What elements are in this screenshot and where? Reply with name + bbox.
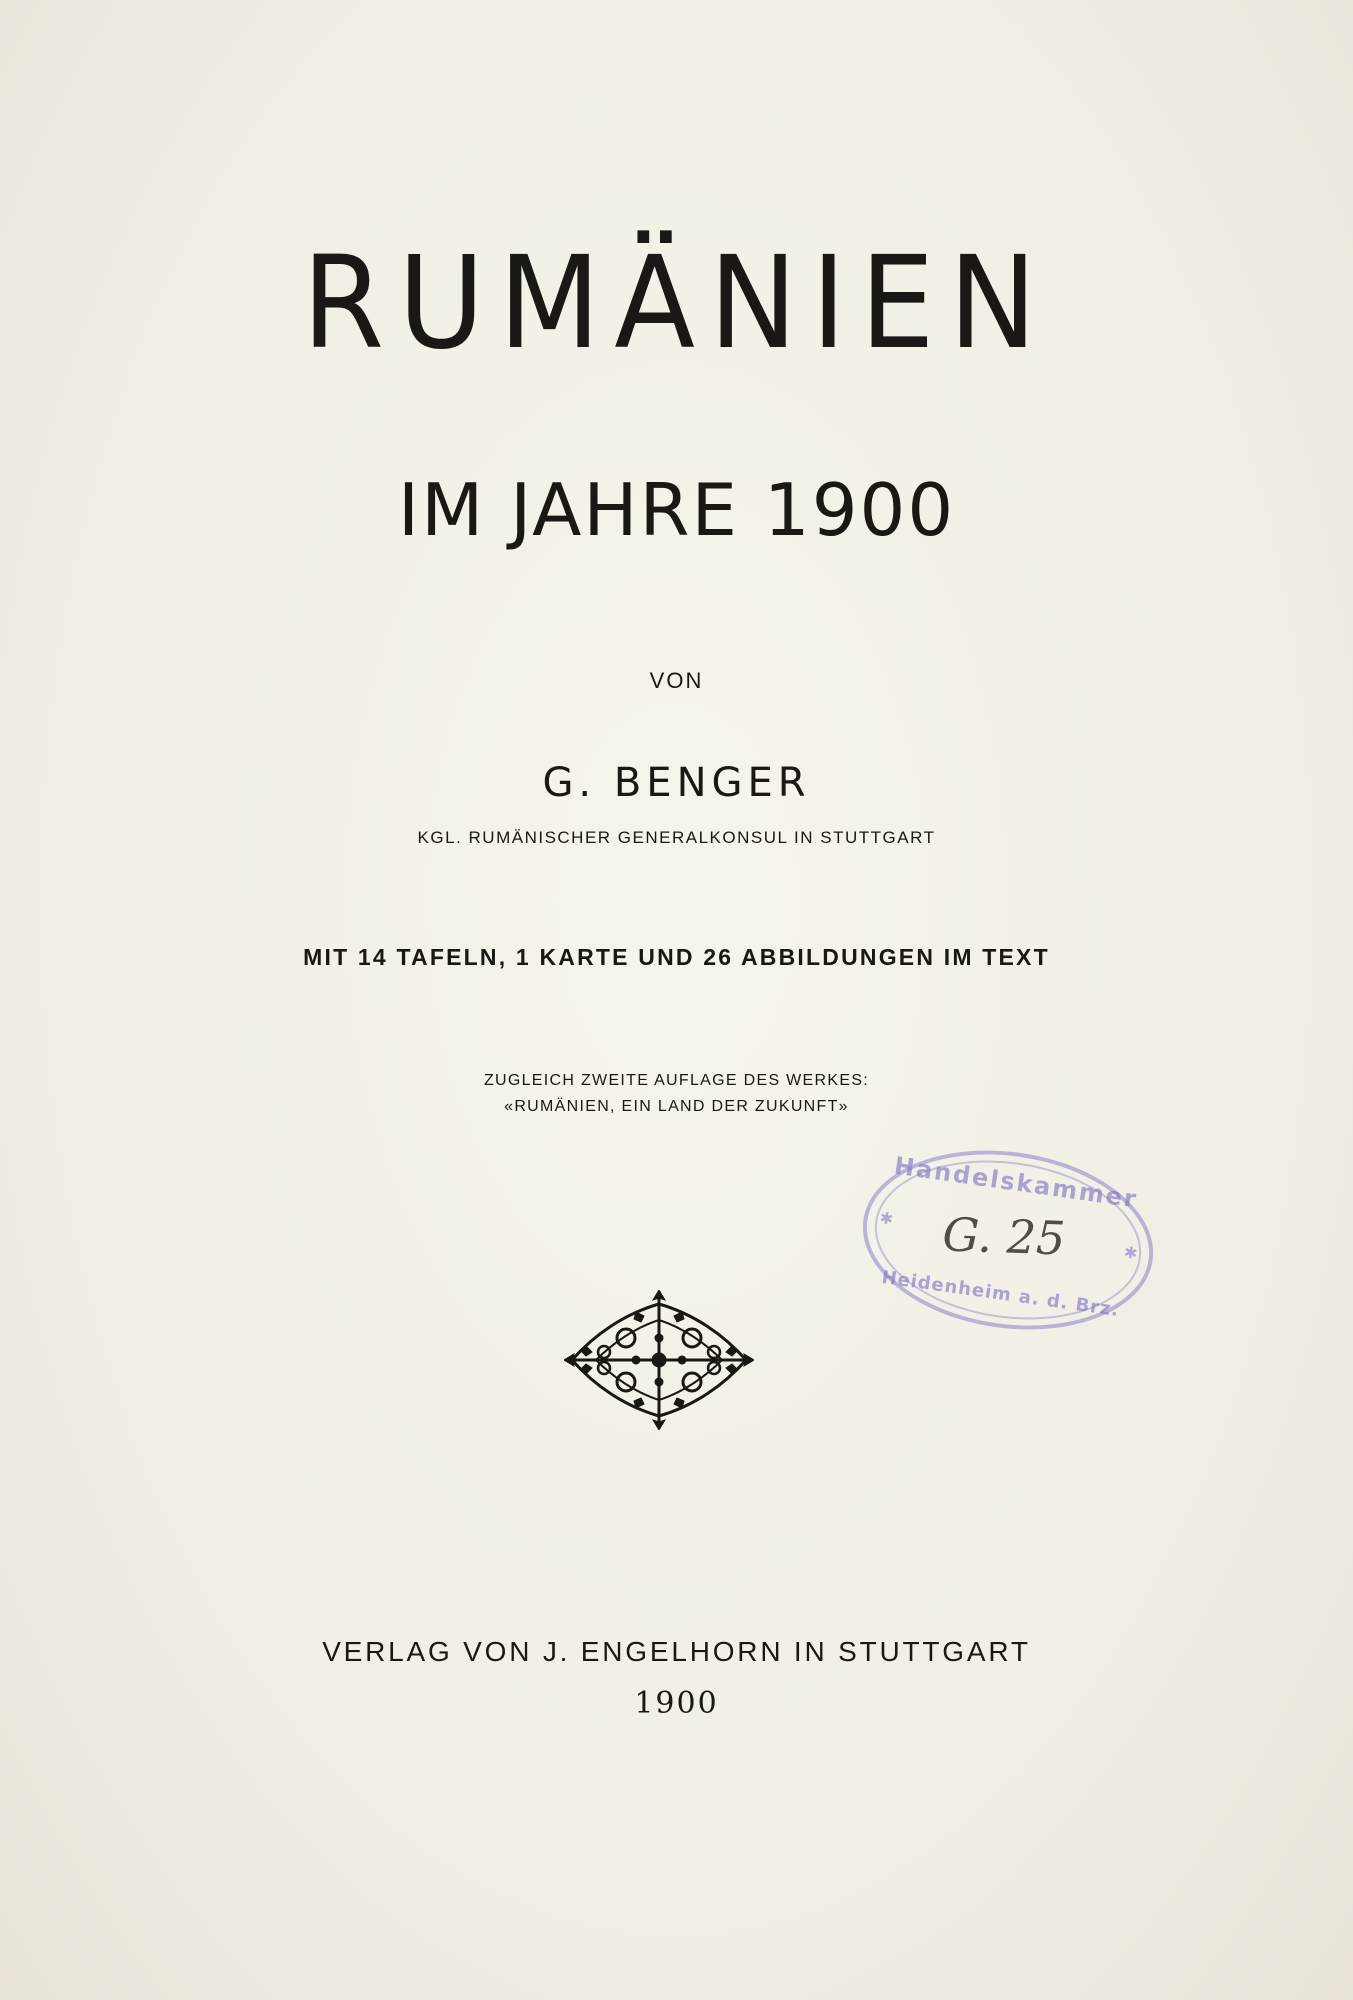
by-label: VON bbox=[649, 668, 704, 693]
stamp-top-text: Handelskammer bbox=[892, 1151, 1140, 1214]
publisher-line: VERLAG VON J. ENGELHORN IN STUTTGART bbox=[322, 1636, 1031, 1667]
book-title: RUMÄNIEN bbox=[302, 228, 1051, 378]
library-stamp bbox=[851, 1133, 1165, 1348]
author-name: G. BENGER bbox=[542, 760, 811, 806]
edition-note-line1: ZUGLEICH ZWEITE AUFLAGE DES WERKES: bbox=[483, 1072, 870, 1089]
book-subtitle: IM JAHRE 1900 bbox=[397, 468, 956, 552]
floral-ornament-icon bbox=[564, 1290, 754, 1430]
author-role: KGL. RUMÄNISCHER GENERALKONSUL IN STUTTGART bbox=[417, 828, 936, 847]
publication-year: 1900 bbox=[634, 1686, 719, 1721]
stamp-star-icon: ✱ bbox=[878, 1210, 895, 1229]
edition-note-line2: «RUMÄNIEN, EIN LAND DER ZUKUNFT» bbox=[504, 1098, 849, 1115]
stamp-bottom-text: Heidenheim a. d. Brz. bbox=[880, 1266, 1121, 1322]
handwritten-shelfmark: G. 25 bbox=[941, 1207, 1067, 1266]
stamp-star-icon: ✱ bbox=[1122, 1244, 1139, 1264]
contents-note: MIT 14 TAFELN, 1 KARTE UND 26 ABBILDUNGEN IM TEXT bbox=[303, 944, 1050, 970]
